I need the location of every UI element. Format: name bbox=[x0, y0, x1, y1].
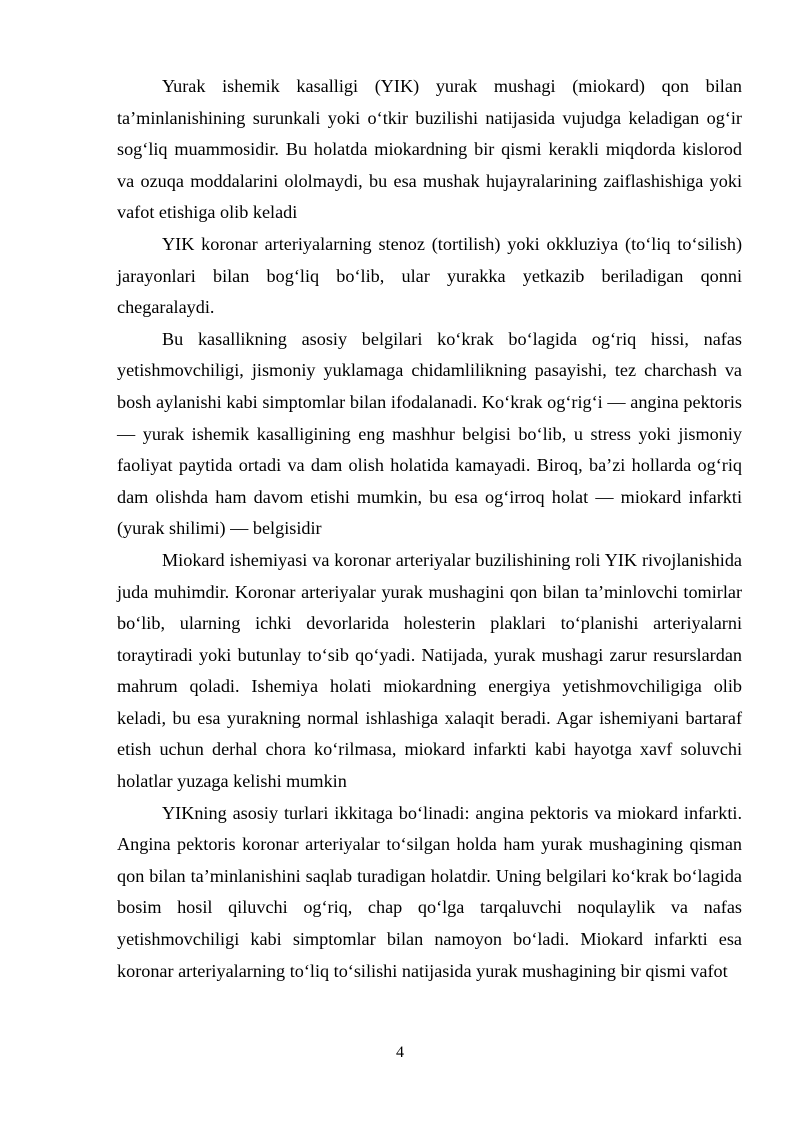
paragraph-ihd-definition: Yurak ishemik kasalligi (YIK) yurak mushagi (miokard) qon bilan ta’minlanishining surunkali yoki o‘tkir buzilishi natijasida vujudga keladigan og‘ir sog‘liq muammosidir. Bu holatda miokardning bir qismi kerakli miqdorda kislorod va ozuqa moddalarini ololmaydi, bu esa mushak hujayralarining zaiflashishiga yoki vafot etishiga olib keladi bbox=[117, 76, 742, 223]
paragraph-myocardial-ischemia: Miokard ishemiyasi va koronar arteriyalar buzilishining roli YIK rivojlanishida juda muhimdir. Koronar arteriyalar yurak mushagini qon bilan ta’minlovchi tomirlar bo‘lib, ularning ichki devorlarida holesterin plaklari to‘planishi arteriyalarni toraytiradi yoki butunlay to‘sib qo‘yadi. Natijada, yurak mushagi zarur resurslardan mahrum qoladi. Ishemiya holati miokardning energiya yetishmovchiligiga olib keladi, bu esa yurakning normal ishlashiga xalaqit beradi. Agar ishemiyani bartaraf etish uchun derhal chora ko‘rilmasa, miokard infarkti kabi hayotga xavf soluvchi holatlar yuzaga kelishi mumkin bbox=[117, 549, 742, 792]
page-number: 4 bbox=[396, 1044, 404, 1061]
paragraph-coronary-stenosis: YIK koronar arteriyalarning stenoz (tortilish) yoki okkluziya (to‘liq to‘silish) jarayonlari bilan bog‘liq bo‘lib, ular yurakka yetkazib beriladigan qonni chegaralaydi. bbox=[117, 233, 742, 318]
page-body bbox=[117, 71, 742, 987]
paragraph-symptoms: Bu kasallikning asosiy belgilari ko‘krak bo‘lagida og‘riq hissi, nafas yetishmovchiligi, jismoniy yuklamaga chidamlilikning pasayishi, tez charchash va bosh aylanishi kabi simptomlar bilan ifodalanadi. Ko‘krak og‘rig‘i — angina pektoris — yurak ishemik kasalligining eng mashhur belgisi bo‘lib, u stress yoki jismoniy faoliyat paytida ortadi va dam olish holatida kamayadi. Biroq, ba’zi hollarda og‘riq dam olishda ham davom etishi mumkin, bu esa og‘irroq holat — miokard infarkti (yurak shilimi) — belgisidir bbox=[117, 328, 742, 539]
paragraph-ihd-types: YIKning asosiy turlari ikkitaga bo‘linadi: angina pektoris va miokard infarkti. Angina pektoris koronar arteriyalar to‘silgan holda ham yurak mushagining qisman qon bilan ta’minlanishini saqlab turadigan holatdir. Uning belgilari ko‘krak bo‘lagida bosim hosil qiluvchi og‘riq, chap qo‘lga tarqaluvchi noqulaylik va nafas yetishmovchiligi kabi simptomlar bilan namoyon bo‘ladi. Miokard infarkti esa koronar arteriyalarning to‘liq to‘silishi natijasida yurak mushagining bir qismi vafot bbox=[117, 802, 742, 981]
